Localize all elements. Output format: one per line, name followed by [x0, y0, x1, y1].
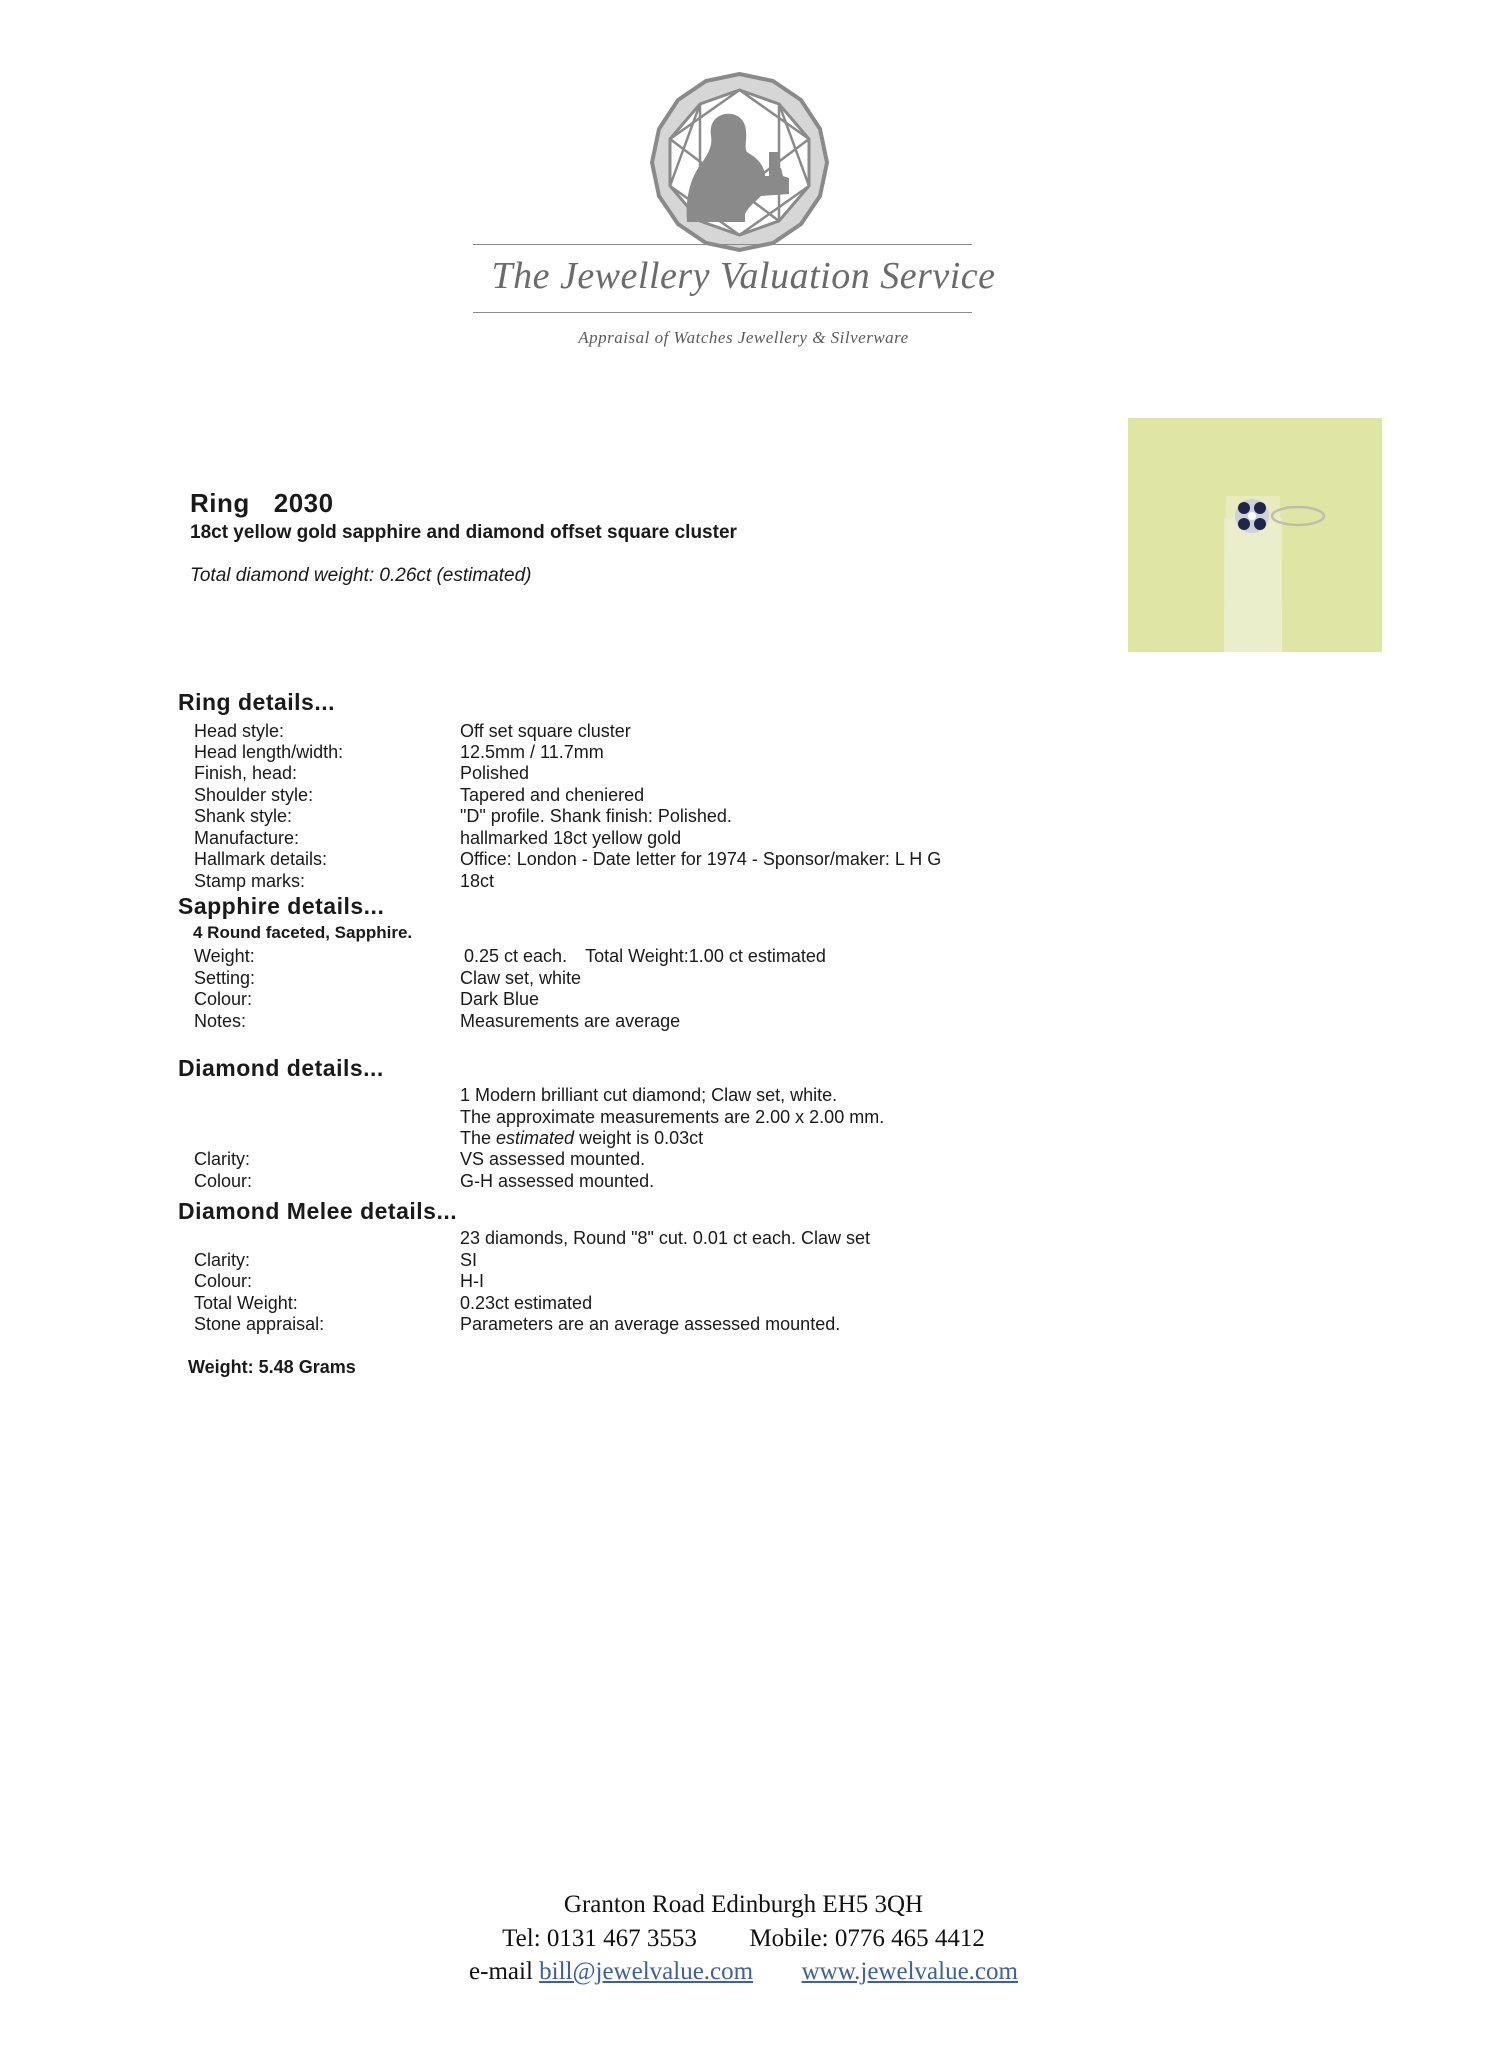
detail-value: Parameters are an average assessed mounted.: [460, 1314, 841, 1334]
melee-description-line: 23 diamonds, Round "8" cut. 0.01 ct each. Claw set: [460, 1228, 871, 1248]
header-rule-top: [473, 244, 972, 245]
mobile-number: 0776 465 4412: [834, 1925, 985, 1952]
logo-microscope: [769, 152, 779, 178]
tel-label: Tel:: [502, 1925, 541, 1952]
detail-row: [194, 849, 1194, 870]
ring-details-heading: Ring details...: [178, 689, 336, 715]
brand-tagline: Appraisal of Watches Jewellery & Silverware: [578, 328, 909, 347]
detail-label: Colour:: [194, 1271, 253, 1291]
detail-label: Stone appraisal:: [194, 1314, 325, 1334]
detail-value: "D" profile. Shank finish: Polished.: [460, 806, 732, 826]
detail-row: [194, 968, 1194, 989]
detail-row: [194, 989, 1194, 1010]
detail-label: Head length/width:: [194, 742, 344, 762]
detail-value: 18ct: [460, 871, 495, 891]
detail-value: Dark Blue: [460, 989, 540, 1009]
detail-label: Shoulder style:: [194, 785, 314, 805]
detail-value: Measurements are average: [460, 1011, 681, 1031]
detail-value: Off set square cluster: [460, 721, 631, 741]
footer-phone-line: [0, 1925, 1487, 1953]
detail-row: [194, 1107, 1194, 1128]
detail-value: Office: London - Date letter for 1974 - Sponsor/maker: L H G: [460, 849, 942, 869]
footer-address: Granton Road Edinburgh EH5 3QH: [563, 1891, 924, 1918]
diamond-weight-emphasis: estimated: [496, 1128, 575, 1148]
detail-row: [194, 763, 1194, 784]
detail-row: [194, 1085, 1194, 1106]
diamond-description-line: 1 Modern brilliant cut diamond; Claw set, white.: [460, 1085, 838, 1105]
detail-value: 12.5mm / 11.7mm: [460, 742, 604, 762]
detail-value: G-H assessed mounted.: [460, 1171, 655, 1191]
diamond-description-line: [460, 1128, 703, 1149]
detail-label: Weight:: [194, 946, 255, 966]
detail-label: Head style:: [194, 721, 285, 741]
detail-value: VS assessed mounted.: [460, 1149, 646, 1169]
item-type: Ring: [190, 488, 250, 518]
sapphire-subheading: 4 Round faceted, Sapphire.: [193, 923, 413, 942]
detail-row: [194, 721, 1194, 742]
item-number: 2030: [273, 488, 334, 518]
diamond-description-line: The approximate measurements are 2.00 x 2.00 mm.: [460, 1107, 885, 1127]
detail-row: [194, 946, 1194, 967]
detail-label: Clarity:: [194, 1149, 251, 1169]
detail-row: [194, 785, 1194, 806]
detail-label: Setting:: [194, 968, 256, 988]
total-diamond-weight: Total diamond weight: 0.26ct (estimated): [190, 565, 532, 586]
detail-row: [194, 1293, 1194, 1314]
detail-value: 0.23ct estimated: [460, 1293, 593, 1313]
detail-row: [194, 1271, 1194, 1292]
tel-number: 0131 467 3553: [546, 1925, 697, 1952]
diamond-weight-suffix: weight is 0.03ct: [574, 1128, 704, 1148]
detail-label: Colour:: [194, 989, 253, 1009]
detail-row: [194, 828, 1194, 849]
detail-row: [194, 1314, 1194, 1335]
diamond-weight-prefix: The: [460, 1128, 497, 1148]
brand-name: The Jewellery Valuation Service: [491, 255, 996, 297]
detail-label: Shank style:: [194, 806, 293, 826]
mobile-label: Mobile:: [749, 1925, 829, 1952]
detail-row: [194, 1228, 1194, 1249]
detail-value: Polished: [460, 763, 530, 783]
detail-value: Tapered and cheniered: [460, 785, 645, 805]
sapphire-weight-each: 0.25 ct each.: [464, 946, 568, 966]
ring-photo: [1128, 418, 1382, 652]
sapphire-weight-total: Total Weight:1.00 ct estimated: [585, 946, 826, 966]
detail-row: [194, 1250, 1194, 1271]
sapphire-details-heading: Sapphire details...: [178, 893, 385, 919]
detail-row: [194, 1149, 1194, 1170]
header-rule-bottom: [473, 312, 972, 313]
detail-row: [194, 871, 1194, 892]
detail-row: [194, 1011, 1194, 1032]
detail-label: Clarity:: [194, 1250, 251, 1270]
detail-label: Notes:: [194, 1011, 247, 1031]
detail-label: Stamp marks:: [194, 871, 306, 891]
item-description: 18ct yellow gold sapphire and diamond offset square cluster: [190, 522, 737, 543]
melee-details-heading: Diamond Melee details...: [178, 1198, 458, 1224]
detail-value: [464, 946, 826, 967]
footer-contact-line: [0, 1958, 1487, 1986]
company-logo: [649, 72, 830, 253]
detail-label: Total Weight:: [194, 1293, 298, 1313]
detail-value: hallmarked 18ct yellow gold: [460, 828, 682, 848]
email-label: e-mail: [469, 1958, 533, 1985]
total-weight: Weight: 5.48 Grams: [188, 1357, 356, 1377]
detail-value: Claw set, white: [460, 968, 582, 988]
website-link[interactable]: www.jewelvalue.com: [801, 1958, 1018, 1985]
item-title: [190, 488, 334, 519]
email-link[interactable]: bill@jewelvalue.com: [539, 1958, 754, 1985]
detail-label: Colour:: [194, 1171, 253, 1191]
detail-label: Hallmark details:: [194, 849, 328, 869]
diamond-details-heading: Diamond details...: [178, 1055, 384, 1081]
detail-row: [194, 806, 1194, 827]
detail-label: Manufacture:: [194, 828, 300, 848]
detail-value: H-I: [460, 1271, 484, 1291]
detail-row: [194, 1171, 1194, 1192]
detail-value: SI: [460, 1250, 478, 1270]
detail-label: Finish, head:: [194, 763, 298, 783]
detail-row: [194, 1128, 1194, 1149]
detail-row: [194, 742, 1194, 763]
